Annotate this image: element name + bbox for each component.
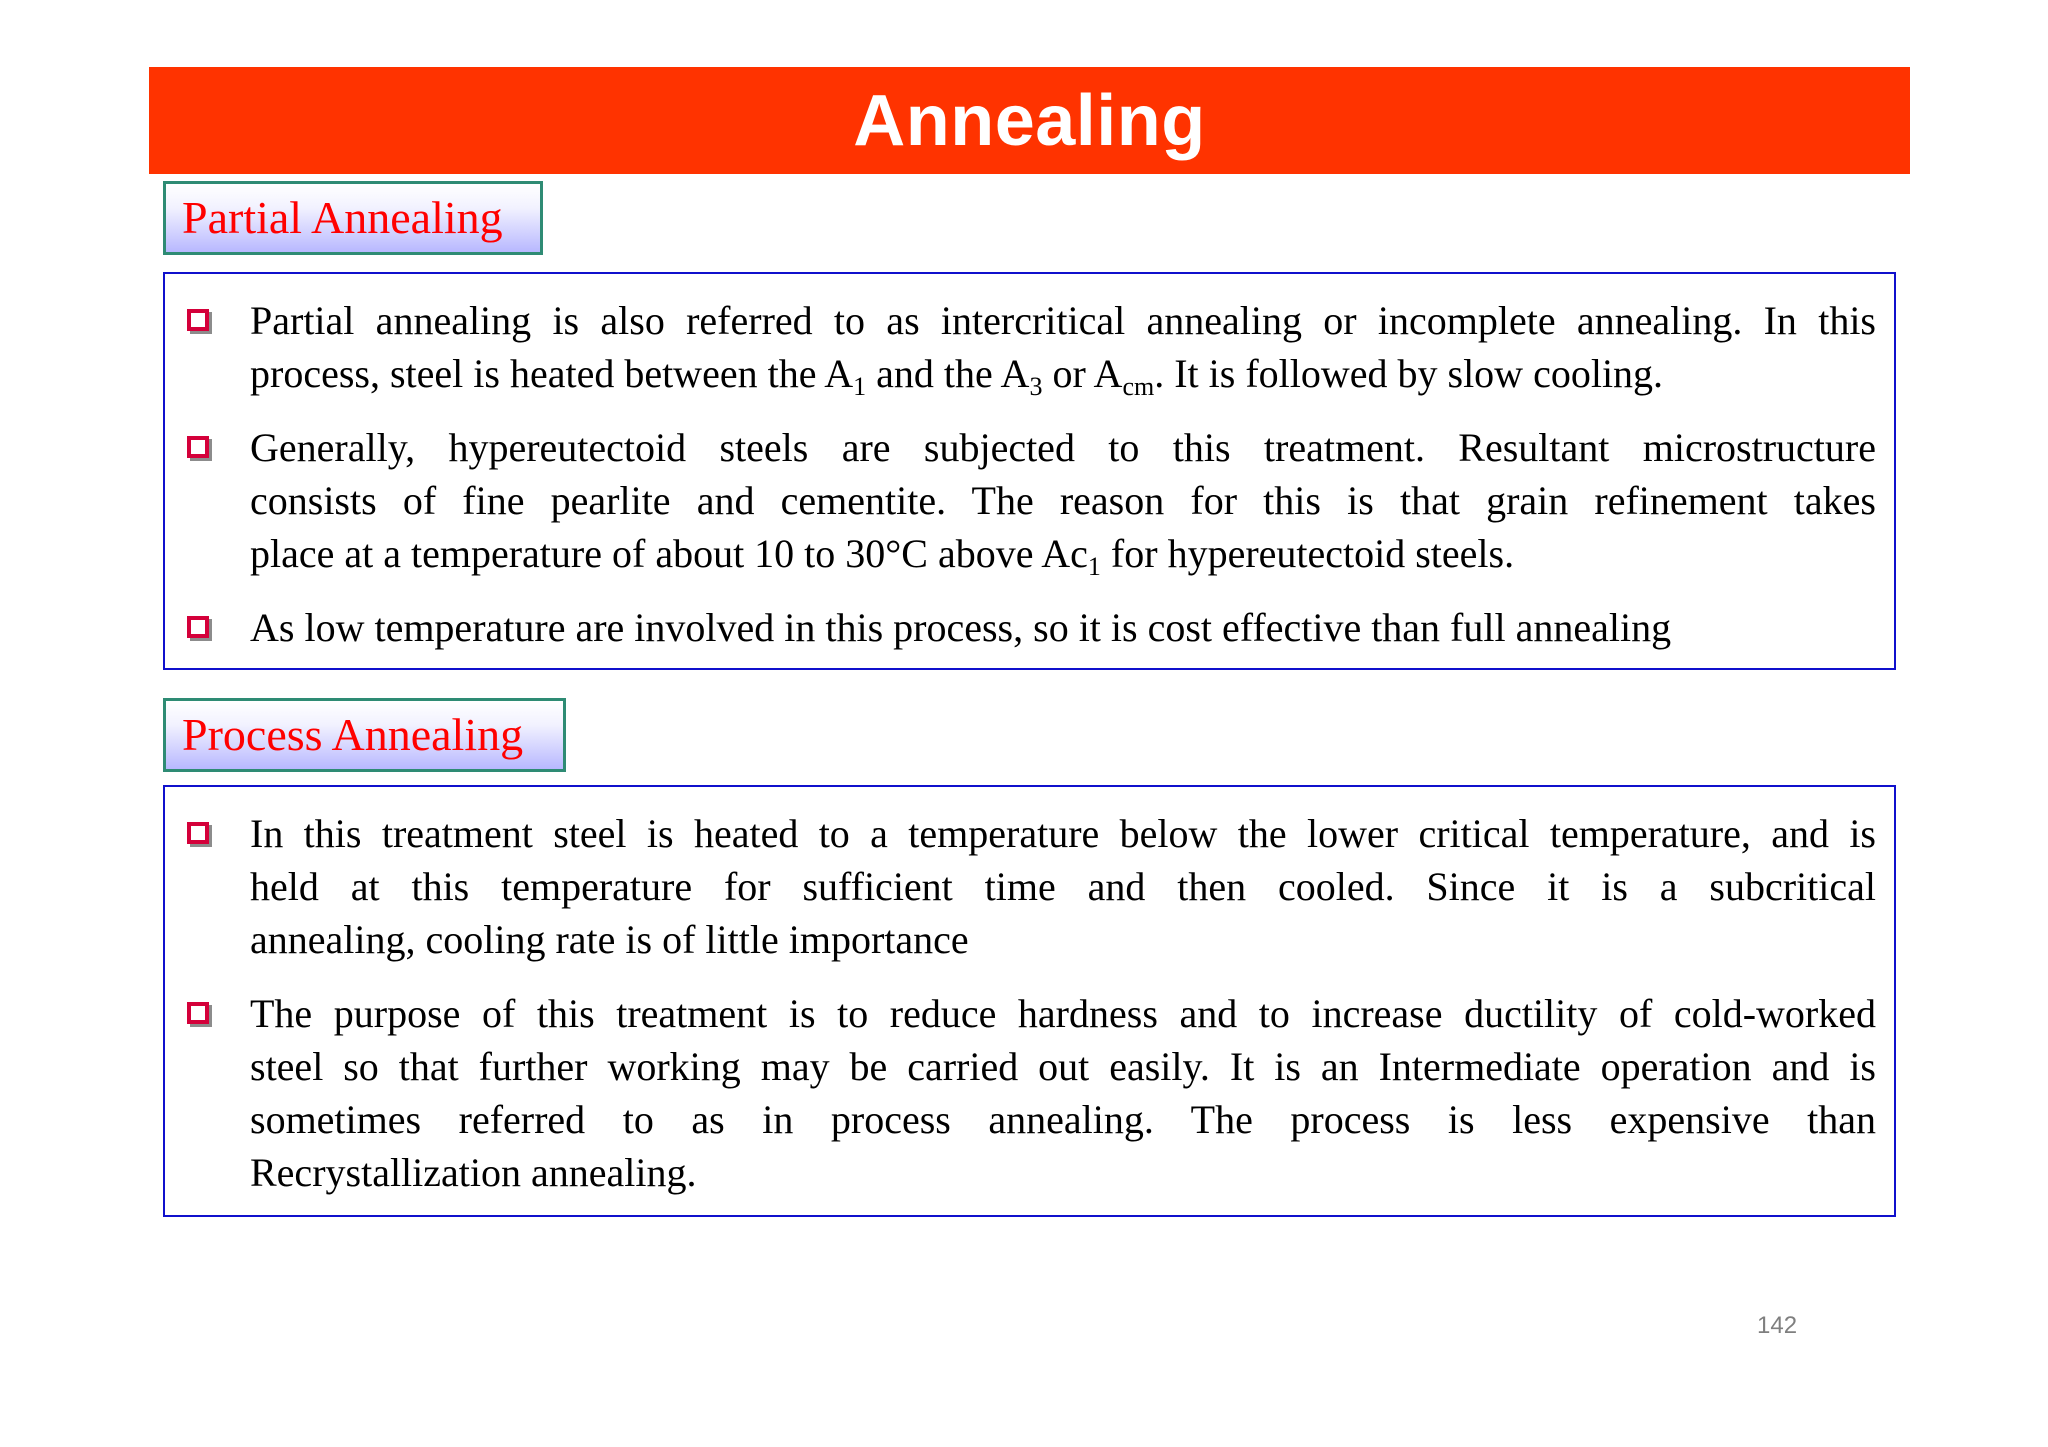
section-heading-process-annealing <box>163 698 566 772</box>
bullet-line: The purpose of this treatment is to reduce hardness and to increase ductility of cold-worked <box>250 991 1876 1036</box>
bullet-line: consists of fine pearlite and cementite. The reason for this is that grain refinement takes <box>250 478 1876 523</box>
bullet-item <box>183 807 1876 966</box>
bullet-line: place at a temperature of about 10 to 30°C above $Ac_1$ for hypereutectoid steels. <box>250 531 1515 581</box>
section-heading-text: Partial Annealing <box>182 192 503 243</box>
bullet-line: In this treatment steel is heated to a temperature below the lower critical temperature, and is <box>250 811 1876 856</box>
section-heading-partial-annealing <box>163 181 543 255</box>
section-heading-text: Process Annealing <box>182 709 524 760</box>
content-box-process-annealing <box>163 785 1896 1217</box>
bullet-item <box>183 987 1876 1199</box>
bullet-line: Recrystallization annealing. <box>250 1150 697 1195</box>
bullet-item <box>183 421 1876 580</box>
page-number: 142 <box>1757 1312 1798 1339</box>
title-banner <box>149 67 1910 174</box>
bullet-line: held at this temperature for sufficient time and then cooled. Since it is a subcritical <box>250 864 1876 909</box>
bullet-item <box>183 294 1876 400</box>
checkbox-square-icon <box>187 822 209 844</box>
bullet-line: annealing, cooling rate is of little importance <box>250 917 969 962</box>
bullet-item <box>183 601 1876 654</box>
bullet-line: Partial annealing is also referred to as intercritical annealing or incomplete annealing. In this <box>250 298 1876 343</box>
slide-title: Annealing <box>853 80 1206 161</box>
checkbox-square-icon <box>187 309 209 331</box>
checkbox-square-icon <box>187 616 209 638</box>
bullet-line: process, steel is heated between the $A_1$ and the $A_3$ or $A_{cm}$. It is followed by slow cooling. <box>250 351 1664 401</box>
checkbox-square-icon <box>187 436 209 458</box>
bullet-line: steel so that further working may be carried out easily. It is an Intermediate operation and is <box>250 1044 1876 1089</box>
bullet-line: sometimes referred to as in process annealing. The process is less expensive than <box>250 1097 1876 1142</box>
content-box-partial-annealing <box>163 272 1896 670</box>
bullet-line: Generally, hypereutectoid steels are subjected to this treatment. Resultant microstructure <box>250 425 1876 470</box>
checkbox-square-icon <box>187 1002 209 1024</box>
bullet-line: As low temperature are involved in this process, so it is cost effective than full annealing <box>250 605 1672 650</box>
